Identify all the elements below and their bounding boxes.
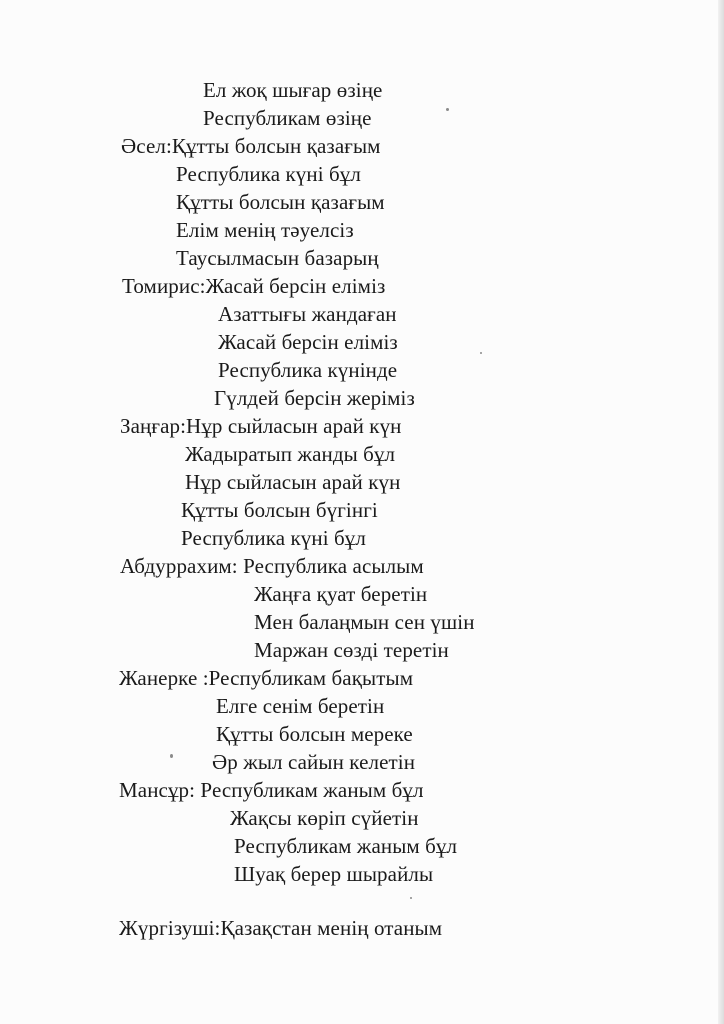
poem-line: Томирис:Жасай берсін еліміз [122,274,386,298]
poem-line: Гүлдей берсін жеріміз [214,386,415,410]
poem-line: Мен балаңмын сен үшін [254,610,475,634]
poem-line: Құтты болсын қазағым [176,190,385,214]
poem-line: Құтты болсын бүгінгі [181,498,378,522]
poem-line: Елім менің тәуелсіз [176,218,354,242]
poem-line: Құтты болсын мереке [216,722,413,746]
poem-line: Жадыратып жанды бұл [185,442,396,466]
scan-speck [480,352,482,354]
poem-line: Әр жыл сайын келетін [212,750,416,774]
poem-line: Абдуррахим: Республика асылым [120,554,424,578]
scan-speck [446,108,449,111]
poem-line: Мансұр: Республикам жаным бұл [119,778,424,802]
poem-line: Жаңға қуат беретін [254,582,428,606]
poem-line: Азаттығы жандаған [218,302,397,326]
poem-line: Ел жоқ шығар өзіңе [203,78,383,102]
poem-line: Таусылмасын базарың [176,246,379,270]
page-edge-shadow [718,0,724,1024]
poem-line: Елге сенім беретін [216,694,385,718]
poem-line: Заңғар:Нұр сыйласын арай күн [120,414,402,438]
scan-speck [410,897,412,899]
poem-line: Республикам өзіңе [203,106,372,130]
poem-line: Жақсы көріп сүйетін [230,806,419,830]
poem-line: Жүргізуші:Қазақстан менің отаным [119,916,443,940]
poem-line: Республика күні бұл [176,162,361,186]
poem-line: Республика күні бұл [181,526,366,550]
poem-line: Әсел:Құтты болсын қазағым [121,134,381,158]
poem-line: Жанерке :Республикам бақытым [119,666,414,690]
poem-line: Республика күнінде [218,358,398,382]
poem-line: Республикам жаным бұл [234,834,458,858]
poem-line: Маржан сөзді теретін [254,638,449,662]
poem-line: Нұр сыйласын арай күн [185,470,401,494]
scan-speck [170,754,173,758]
poem-line: Шуақ берер шырайлы [234,862,434,886]
poem-line: Жасай берсін еліміз [218,330,398,354]
